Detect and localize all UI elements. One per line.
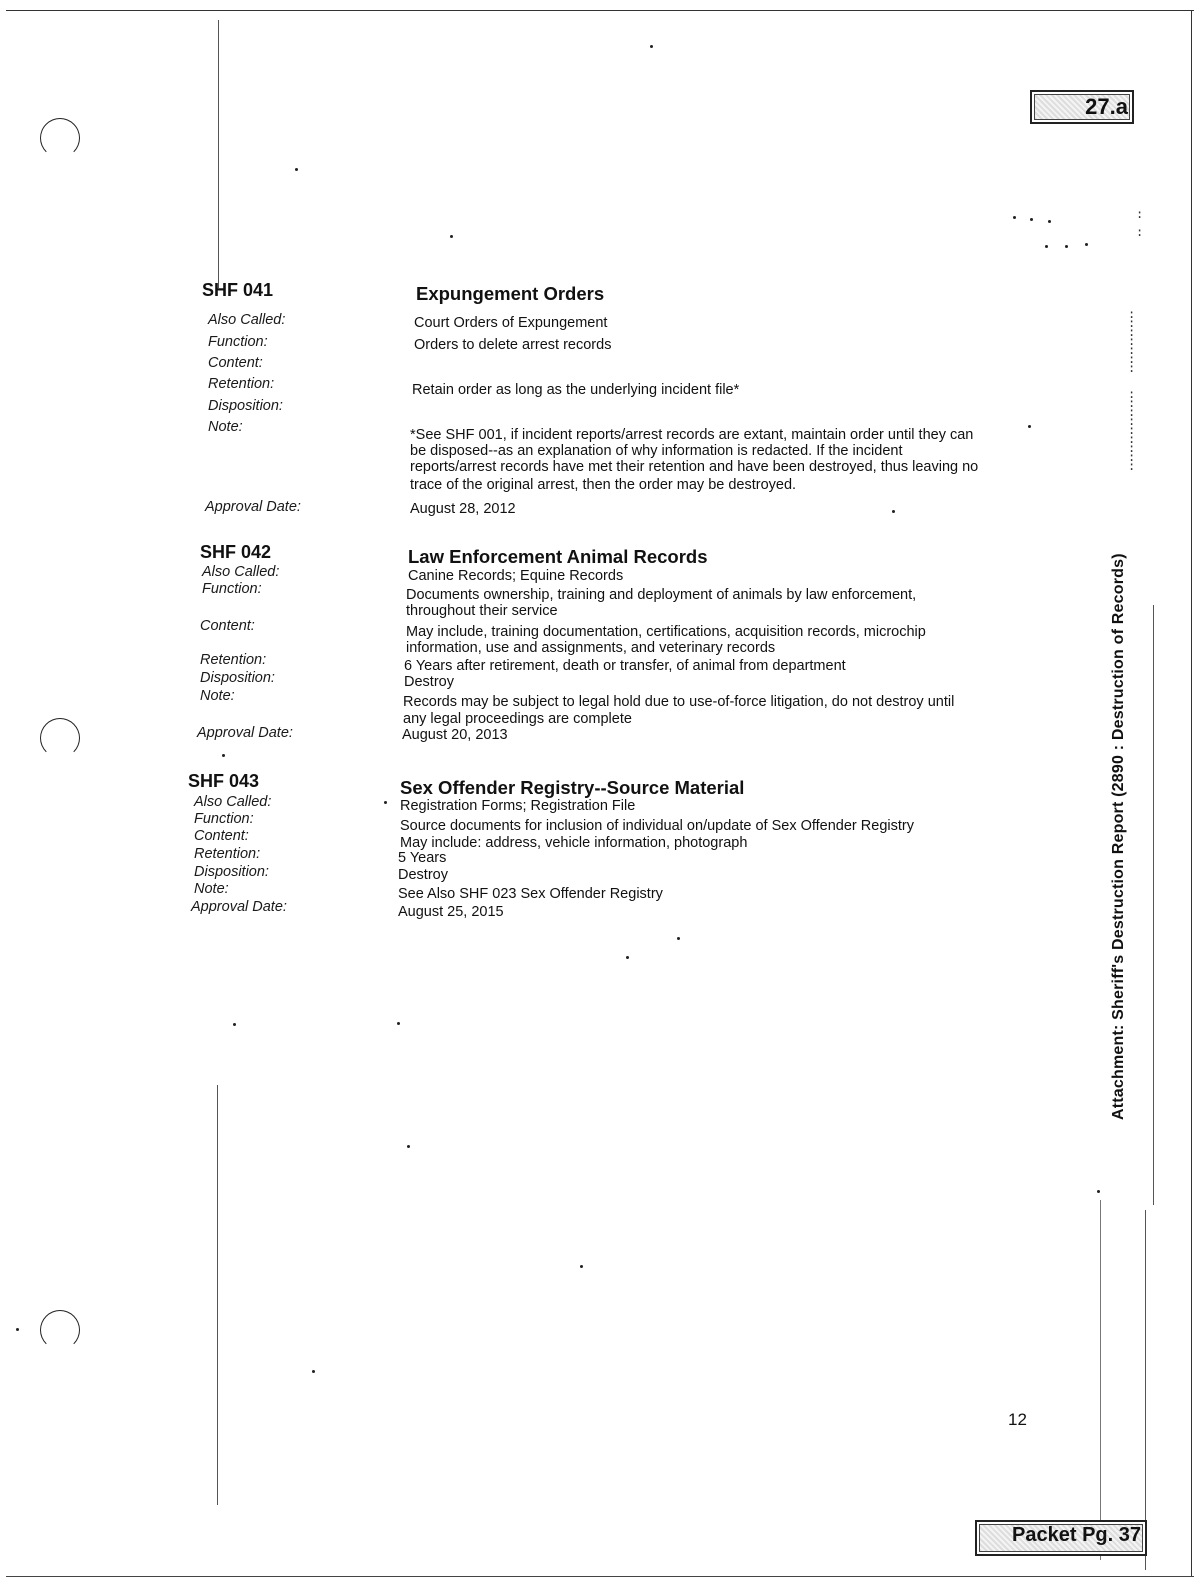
- punch-hole: [40, 118, 80, 158]
- value-retention: 6 Years after retirement, death or transfer, of animal from department: [404, 658, 846, 674]
- value-retention: Retain order as long as the underlying incident file*: [412, 382, 740, 398]
- dot-column: : : : : : : : : :: [1128, 387, 1136, 473]
- speck: [1045, 245, 1048, 248]
- value-disposition: Destroy: [404, 674, 454, 690]
- speck: [222, 754, 225, 757]
- page-number: 12: [1008, 1410, 1027, 1429]
- value-function: Orders to delete arrest records: [414, 337, 612, 353]
- speck: [384, 801, 387, 804]
- punch-hole: [40, 1310, 80, 1350]
- speck: [397, 1022, 400, 1025]
- label-content: Content:: [200, 618, 255, 634]
- dot-column: : :: [1136, 207, 1144, 239]
- speck: [1013, 216, 1016, 219]
- label-function: Function:: [208, 334, 268, 350]
- label-approval-date: Approval Date:: [205, 499, 301, 515]
- dot-column: : : : : : : :: [1128, 307, 1136, 375]
- speck: [312, 1370, 315, 1373]
- value-note-line: trace of the original arrest, then the order may be destroyed.: [410, 477, 797, 493]
- label-retention: Retention:: [200, 652, 267, 668]
- speck: [892, 510, 895, 513]
- value-function-line: throughout their service: [406, 603, 558, 619]
- speck: [1028, 425, 1031, 428]
- speck: [1048, 220, 1051, 223]
- value-note: See Also SHF 023 Sex Offender Registry: [398, 886, 663, 902]
- value-note-line: be disposed--as an explanation of why information is redacted. If the incident: [410, 443, 903, 459]
- page-edge: [6, 1576, 1194, 1577]
- speck: [1065, 245, 1068, 248]
- value-note-line: reports/arrest records have met their retention and have been destroyed, thus leaving no: [410, 459, 979, 475]
- label-function: Function:: [202, 581, 262, 597]
- label-content: Content:: [194, 828, 249, 844]
- page-edge: [6, 10, 1194, 11]
- value-approval-date: August 28, 2012: [410, 501, 516, 517]
- value-note-line: Records may be subject to legal hold due to use-of-force litigation, do not destroy until: [403, 694, 955, 710]
- record-title: Sex Offender Registry--Source Material: [400, 777, 745, 798]
- value-function-line: Documents ownership, training and deployment of animals by law enforcement,: [406, 587, 917, 603]
- value-note-line: any legal proceedings are complete: [403, 711, 632, 727]
- label-note: Note:: [194, 881, 229, 897]
- value-also-called: Court Orders of Expungement: [414, 315, 608, 331]
- page-badge: 27.a: [1030, 90, 1134, 124]
- label-retention: Retention:: [194, 846, 261, 862]
- record-code: SHF 042: [200, 542, 272, 562]
- value-retention: 5 Years: [398, 850, 447, 866]
- value-content-line: May include, training documentation, certifications, acquisition records, microchip: [406, 624, 926, 640]
- scan-line: [1100, 1200, 1101, 1560]
- label-note: Note:: [208, 419, 243, 435]
- record-code: SHF 041: [202, 280, 274, 300]
- speck: [580, 1265, 583, 1268]
- label-disposition: Disposition:: [200, 670, 275, 686]
- speck: [407, 1145, 410, 1148]
- value-also-called: Registration Forms; Registration File: [400, 798, 636, 814]
- value-also-called: Canine Records; Equine Records: [408, 568, 624, 584]
- value-content: May include: address, vehicle information, photograph: [400, 835, 748, 851]
- value-disposition: Destroy: [398, 867, 448, 883]
- label-content: Content:: [208, 355, 263, 371]
- speck: [16, 1328, 19, 1331]
- packet-page-badge: Packet Pg. 37: [975, 1520, 1147, 1556]
- speck: [233, 1023, 236, 1026]
- record-title: Expungement Orders: [416, 283, 605, 304]
- speck: [650, 45, 653, 48]
- label-approval-date: Approval Date:: [197, 725, 293, 741]
- speck: [1030, 218, 1033, 221]
- scan-line: [218, 20, 219, 288]
- speck: [450, 235, 453, 238]
- value-note-line: *See SHF 001, if incident reports/arrest records are extant, maintain order until they can: [410, 427, 974, 443]
- label-approval-date: Approval Date:: [191, 899, 287, 915]
- label-function: Function:: [194, 811, 254, 827]
- scan-line: [1153, 605, 1154, 1205]
- label-retention: Retention:: [208, 376, 275, 392]
- label-also-called: Also Called:: [194, 794, 272, 810]
- attachment-side-label: Attachment: Sheriff's Destruction Report (2890 : Destruction of Records): [1110, 553, 1127, 1120]
- speck: [677, 937, 680, 940]
- speck: [295, 168, 298, 171]
- label-also-called: Also Called:: [208, 312, 286, 328]
- label-also-called: Also Called:: [202, 564, 280, 580]
- record-title: Law Enforcement Animal Records: [408, 546, 708, 567]
- record-code: SHF 043: [188, 771, 260, 791]
- page-edge: [1191, 10, 1192, 1576]
- label-disposition: Disposition:: [194, 864, 269, 880]
- value-approval-date: August 25, 2015: [398, 904, 504, 920]
- scan-line: [1145, 1210, 1146, 1570]
- scan-line: [217, 1085, 218, 1505]
- speck: [1097, 1190, 1100, 1193]
- value-content-line: information, use and assignments, and veterinary records: [406, 640, 776, 656]
- punch-hole: [40, 718, 80, 758]
- speck: [1085, 243, 1088, 246]
- label-note: Note:: [200, 688, 235, 704]
- label-disposition: Disposition:: [208, 398, 283, 414]
- value-function: Source documents for inclusion of individual on/update of Sex Offender Registry: [400, 818, 914, 834]
- speck: [626, 956, 629, 959]
- value-approval-date: August 20, 2013: [402, 727, 508, 743]
